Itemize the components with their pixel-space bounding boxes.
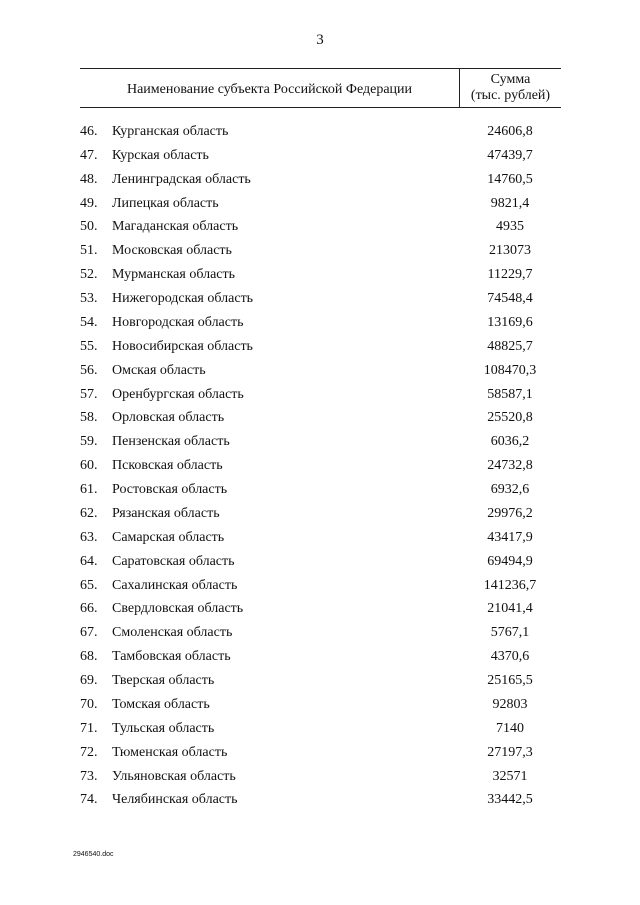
region-amount: 7140 xyxy=(496,720,524,736)
row-number: 62. xyxy=(80,505,98,521)
region-name: Томская область xyxy=(112,696,210,712)
region-name: Новосибирская область xyxy=(112,338,253,354)
region-name: Тверская область xyxy=(112,673,215,689)
table-row xyxy=(80,335,561,359)
region-amount: 25520,8 xyxy=(487,410,533,426)
table-row xyxy=(80,407,561,431)
table-header xyxy=(80,68,561,108)
table-row xyxy=(80,216,561,240)
table-row xyxy=(80,287,561,311)
table-row xyxy=(80,741,561,765)
table-row xyxy=(80,693,561,717)
row-number: 59. xyxy=(80,434,98,450)
table-row xyxy=(80,502,561,526)
header-sum-column xyxy=(460,69,561,107)
region-amount: 48825,7 xyxy=(487,338,533,354)
table-row xyxy=(80,263,561,287)
region-name: Сахалинская область xyxy=(112,577,238,593)
header-sum-unit: (тыс. рублей) xyxy=(470,88,551,103)
row-number: 66. xyxy=(80,601,98,617)
table-row xyxy=(80,789,561,813)
region-name: Орловская область xyxy=(112,410,225,426)
region-amount: 29976,2 xyxy=(487,505,533,521)
region-amount: 58587,1 xyxy=(487,386,533,402)
row-number: 69. xyxy=(80,673,98,689)
row-number: 68. xyxy=(80,649,98,665)
region-name: Тюменская область xyxy=(112,744,228,760)
region-amount: 27197,3 xyxy=(487,744,533,760)
region-amount: 213073 xyxy=(489,243,531,259)
row-number: 74. xyxy=(80,792,98,808)
region-name: Саратовская область xyxy=(112,553,235,569)
region-amount: 9821,4 xyxy=(490,195,530,211)
header-sum-title: Сумма xyxy=(490,72,531,87)
region-name: Тамбовская область xyxy=(112,649,231,665)
row-number: 63. xyxy=(80,529,98,545)
region-name: Челябинская область xyxy=(112,792,238,808)
region-name: Ленинградская область xyxy=(112,171,251,187)
region-amount: 4370,6 xyxy=(490,649,530,665)
region-name: Тульская область xyxy=(112,720,215,736)
row-number: 52. xyxy=(80,267,98,283)
region-name: Смоленская область xyxy=(112,625,233,641)
region-name: Рязанская область xyxy=(112,505,220,521)
region-amount: 74548,4 xyxy=(487,291,533,307)
table-row xyxy=(80,717,561,741)
region-amount: 108470,3 xyxy=(483,362,537,378)
table-row xyxy=(80,144,561,168)
region-name: Омская область xyxy=(112,362,206,378)
region-amount: 24606,8 xyxy=(487,123,533,139)
region-amount: 141236,7 xyxy=(483,577,537,593)
row-number: 61. xyxy=(80,482,98,498)
table-row xyxy=(80,550,561,574)
row-number: 49. xyxy=(80,195,98,211)
row-number: 64. xyxy=(80,553,98,569)
table-row xyxy=(80,454,561,478)
row-number: 60. xyxy=(80,458,98,474)
region-amount: 14760,5 xyxy=(487,171,533,187)
table-row xyxy=(80,669,561,693)
region-amount: 24732,8 xyxy=(487,458,533,474)
region-name: Оренбургская область xyxy=(112,386,244,402)
table-row xyxy=(80,311,561,335)
region-name: Магаданская область xyxy=(112,219,239,235)
row-number: 65. xyxy=(80,577,98,593)
region-name: Ульяновская область xyxy=(112,768,236,784)
row-number: 73. xyxy=(80,768,98,784)
table-row xyxy=(80,526,561,550)
region-name: Московская область xyxy=(112,243,232,259)
table-row xyxy=(80,239,561,263)
region-name: Нижегородская область xyxy=(112,291,254,307)
region-amount: 33442,5 xyxy=(487,792,533,808)
region-name: Пензенская область xyxy=(112,434,230,450)
region-name: Самарская область xyxy=(112,529,225,545)
row-number: 67. xyxy=(80,625,98,641)
row-number: 56. xyxy=(80,362,98,378)
row-number: 54. xyxy=(80,314,98,330)
region-name: Свердловская область xyxy=(112,601,244,617)
row-number: 50. xyxy=(80,219,98,235)
table-row xyxy=(80,645,561,669)
row-number: 72. xyxy=(80,744,98,760)
row-number: 53. xyxy=(80,291,98,307)
region-amount: 43417,9 xyxy=(487,529,533,545)
table-row xyxy=(80,383,561,407)
table-row xyxy=(80,621,561,645)
header-name-column: Наименование субъекта Российской Федерации xyxy=(80,69,460,107)
region-name: Мурманская область xyxy=(112,267,236,283)
row-number: 70. xyxy=(80,696,98,712)
region-amount: 6036,2 xyxy=(490,434,530,450)
region-amount: 21041,4 xyxy=(487,601,533,617)
row-number: 51. xyxy=(80,243,98,259)
region-amount: 6932,6 xyxy=(490,482,530,498)
region-amount: 47439,7 xyxy=(487,147,533,163)
document-footer: 2946540.doc xyxy=(73,851,114,858)
region-name: Курская область xyxy=(112,147,209,163)
region-amount: 25165,5 xyxy=(487,673,533,689)
region-amount: 5767,1 xyxy=(490,625,530,641)
table-row xyxy=(80,359,561,383)
region-amount: 32571 xyxy=(492,768,528,784)
row-number: 47. xyxy=(80,147,98,163)
row-number: 57. xyxy=(80,386,98,402)
region-amount: 13169,6 xyxy=(487,314,533,330)
table-row xyxy=(80,120,561,144)
table-row xyxy=(80,478,561,502)
table-row xyxy=(80,574,561,598)
row-number: 55. xyxy=(80,338,98,354)
region-name: Новгородская область xyxy=(112,314,244,330)
table-row xyxy=(80,192,561,216)
region-name: Липецкая область xyxy=(112,195,219,211)
funds-table xyxy=(80,68,561,808)
region-amount: 4935 xyxy=(496,219,524,235)
region-amount: 11229,7 xyxy=(487,267,533,283)
table-body xyxy=(80,120,561,812)
row-number: 48. xyxy=(80,171,98,187)
region-name: Псковская область xyxy=(112,458,223,474)
row-number: 71. xyxy=(80,720,98,736)
row-number: 58. xyxy=(80,410,98,426)
region-name: Ростовская область xyxy=(112,482,228,498)
region-amount: 69494,9 xyxy=(487,553,533,569)
table-row xyxy=(80,430,561,454)
region-amount: 92803 xyxy=(492,696,528,712)
region-name: Курганская область xyxy=(112,123,229,139)
table-row xyxy=(80,168,561,192)
page-number: 3 xyxy=(316,32,324,48)
table-row xyxy=(80,598,561,622)
table-row xyxy=(80,765,561,789)
row-number: 46. xyxy=(80,123,98,139)
